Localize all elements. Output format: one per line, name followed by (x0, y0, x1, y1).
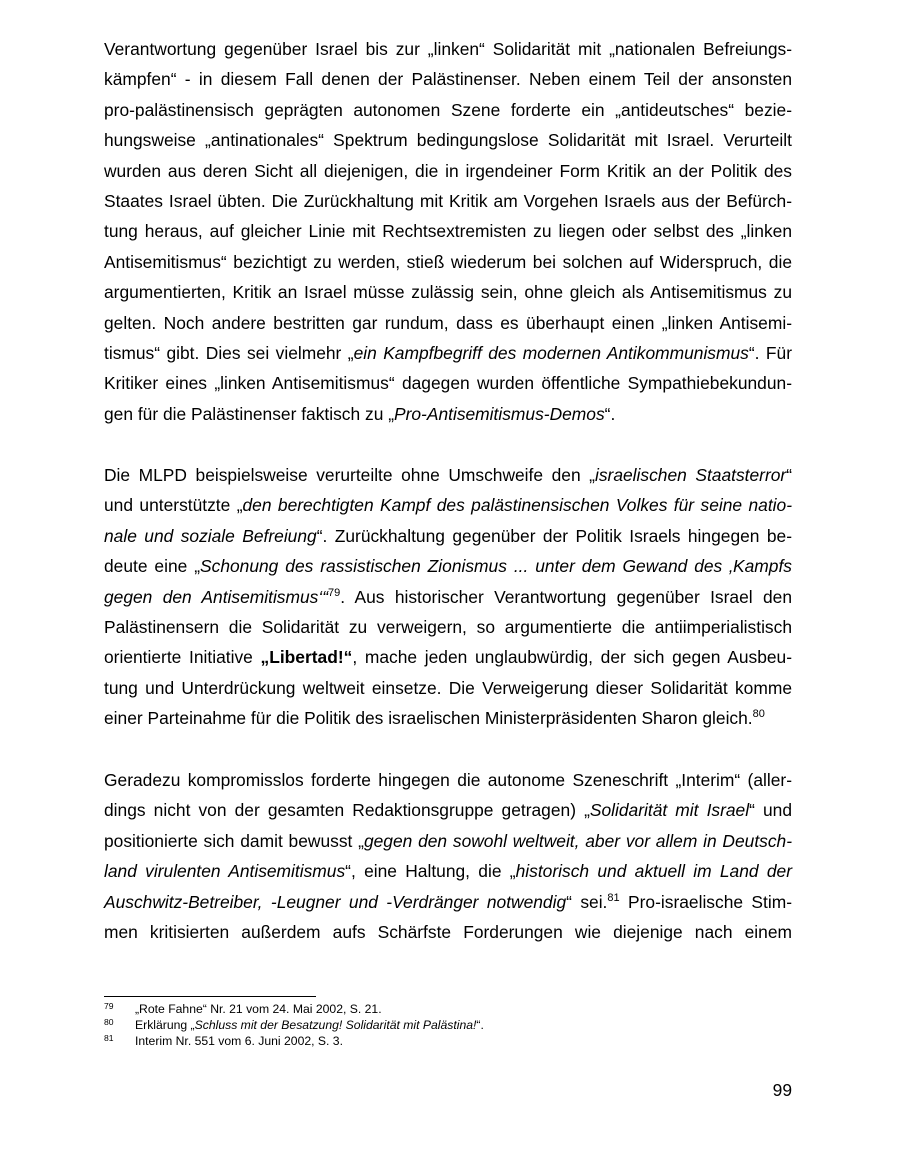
text-line: Kritiker eines „linken Antisemitismus“ dagegen wurden öffentliche Sympathiebekundun- (104, 373, 792, 394)
quote-italic: Schonung des rassistischen Zionismus ... unter dem Gewand des ‚Kampfs (200, 556, 792, 577)
text-run: “. Für (748, 343, 792, 364)
text-line: Verantwortung gegenüber Israel bis zur „linken“ Solidarität mit „nationalen Befreiungs- (104, 39, 792, 59)
quote-italic: gegen den sowohl weltweit, aber vor allem in Deutsch- (363, 830, 793, 851)
text-run: Pro-israelische Stim- (619, 891, 793, 912)
text-line (104, 826, 792, 856)
text-line: tung heraus, auf gleicher Linie mit Rechtsextremisten zu liegen oder selbst des „linken (104, 221, 792, 242)
quote-italic: nale und soziale Befreiung (104, 525, 317, 546)
text-run: gen für die Palästinenser faktisch zu „ (104, 403, 394, 424)
text-line (104, 887, 792, 917)
quote-italic: Pro-Antisemitismus-Demos (394, 403, 605, 424)
footnote-text: Interim Nr. 551 vom 6. Juni 2002, S. 3. (135, 1034, 343, 1049)
footnote-number: 79 (104, 1001, 114, 1011)
text-line (104, 642, 792, 672)
text-run: “, eine Haltung, die „ (345, 861, 516, 882)
footnote-ref-79[interactable]: 79 (328, 586, 341, 599)
text-line (104, 703, 792, 733)
quote-italic: Auschwitz-Betreiber, -Leugner und -Verdränger notwendig (104, 891, 567, 912)
text-line: tung und Unterdrückung weltweit einsetze. Die Verweigerung dieser Solidarität komme (104, 677, 792, 698)
footnote-text: “. (476, 1018, 484, 1033)
text-run: dings nicht von der gesamten Redaktionsgruppe getragen) „ (104, 800, 590, 821)
text-line: Palästinensern die Solidarität zu verweigern, so argumentierte die antiimperialistisch (104, 617, 792, 638)
footnote-81 (104, 1033, 792, 1049)
footnote-number: 81 (104, 1033, 114, 1044)
text-line (104, 795, 792, 825)
text-line: kämpfen“ - in diesem Fall denen der Palästinenser. Neben einem Teil der ansonsten (104, 69, 792, 90)
footnote-79 (104, 1001, 792, 1017)
footnote-text: „Rote Fahne“ Nr. 21 vom 24. Mai 2002, S. 21. (135, 1002, 382, 1016)
text-run: Die MLPD beispielsweise verurteilte ohne Umschweife den „ (104, 465, 595, 485)
text-run: “ (786, 465, 792, 485)
page-number: 99 (772, 1080, 792, 1100)
text-run: , mache jeden unglaubwürdig, der sich gegen Ausbeu- (352, 647, 792, 668)
paragraph-1 (104, 34, 792, 429)
text-run: positionierte sich damit bewusst „ (104, 830, 364, 851)
text-line (104, 521, 792, 551)
quote-mark: ‘“ (318, 586, 329, 607)
footnote-italic: Schluss mit der Besatzung! Solidarität mit Palästina! (194, 1018, 477, 1033)
footnote-ref-80[interactable]: 80 (752, 708, 765, 721)
text-line: pro-palästinensisch geprägten autonomen Szene forderte ein „antideutsches“ bezie- (104, 99, 792, 120)
footnotes (104, 1001, 792, 1050)
text-line: argumentierten, Kritik an Israel müsse zulässig sein, ohne gleich als Antisemitismus zu (104, 282, 792, 303)
text-line: wurden aus deren Sicht all diejenigen, die in irgendeiner Form Kritik an der Politik des (104, 160, 792, 181)
text-run: “ sei. (566, 891, 608, 912)
text-run: deute eine „ (104, 556, 201, 577)
text-line (104, 490, 792, 520)
quote-italic: historisch und aktuell im Land der (515, 861, 792, 882)
footnote-80 (104, 1017, 792, 1033)
quote-italic: den berechtigten Kampf des palästinensischen Volkes für seine natio- (242, 495, 792, 516)
text-line (104, 338, 792, 368)
quote-italic: ein Kampfbegriff des modernen Antikommunismus (353, 343, 749, 364)
quote-italic: land virulenten Antisemitismus (104, 861, 346, 882)
text-line: Staates Israel übten. Die Zurückhaltung mit Kritik am Vorgehen Israels aus der Befürch- (104, 191, 792, 212)
text-line: hungsweise „antinationales“ Spektrum bedingungslose Solidarität mit Israel. Verurteilt (104, 130, 792, 151)
organization-name: „Libertad!“ (260, 647, 353, 668)
text-line (104, 460, 792, 490)
text-line: men kritisierten außerdem aufs Schärfste Forderungen wie diejenige nach einem (104, 922, 792, 943)
text-run: und unterstützte „ (104, 495, 243, 516)
text-line (104, 399, 792, 429)
quote-italic: Solidarität mit Israel (589, 800, 750, 821)
text-run: . Aus historischer Verantwortung gegenüber Israel den (340, 586, 792, 607)
text-run: “. Zurückhaltung gegenüber der Politik Israels hingegen be- (316, 525, 792, 546)
footnote-ref-81[interactable]: 81 (607, 891, 620, 904)
paragraph-3 (104, 765, 792, 947)
footnote-separator (104, 996, 316, 997)
text-run: tismus“ gibt. Dies sei vielmehr „ (104, 343, 354, 364)
text-run: “. (604, 403, 616, 424)
text-run: “ und (749, 800, 792, 821)
text-line (104, 551, 792, 581)
text-run: orientierte Initiative (104, 647, 261, 668)
text-line (104, 582, 792, 612)
text-line: gelten. Noch andere bestritten gar rundum, dass es überhaupt einen „linken Antisemi- (104, 312, 792, 333)
paragraph-2 (104, 460, 792, 734)
quote-italic: gegen den Antisemitismus (104, 586, 319, 607)
text-line: Geradezu kompromisslos forderte hingegen die autonome Szeneschrift „Interim“ (aller- (104, 770, 792, 790)
footnote-text: Erklärung „ (135, 1018, 195, 1033)
quote-italic: israelischen Staatsterror (594, 465, 787, 485)
text-line: Antisemitismus“ bezichtigt zu werden, stieß wiederum bei solchen auf Widerspruch, die (104, 251, 792, 272)
text-line (104, 856, 792, 886)
footnote-number: 80 (104, 1017, 114, 1028)
text-run: einer Parteinahme für die Politik des israelischen Ministerpräsidenten Sharon gleich. (104, 708, 753, 729)
